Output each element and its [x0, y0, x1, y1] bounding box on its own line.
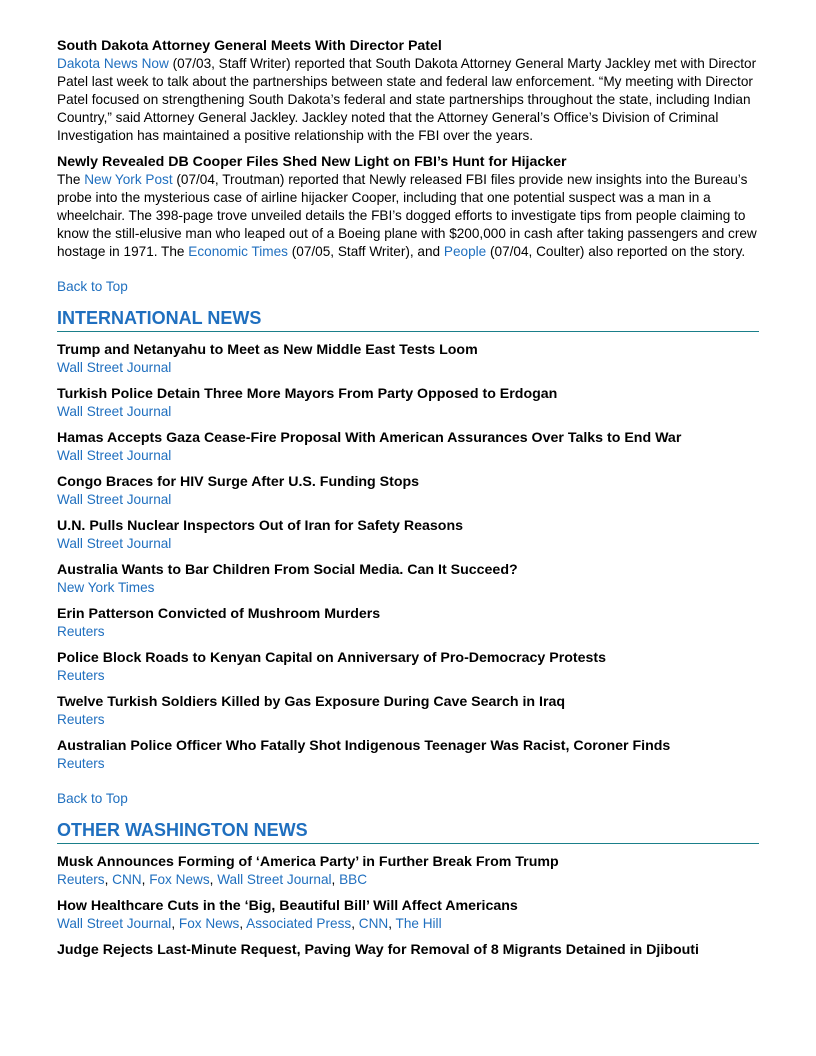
source-link[interactable]: Associated Press [246, 916, 352, 931]
news-item-sources [57, 915, 759, 933]
news-item-title: Police Block Roads to Kenyan Capital on Anniversary of Pro-Democracy Protests [57, 650, 607, 666]
news-item-sources [57, 755, 759, 773]
news-item-title: Hamas Accepts Gaza Cease-Fire Proposal With American Assurances Over Talks to End War [57, 430, 682, 446]
source-link[interactable]: Fox News [178, 916, 240, 931]
source-link[interactable]: Fox News [149, 872, 210, 887]
news-item-title: Judge Rejects Last-Minute Request, Paving Way for Removal of 8 Migrants Detained in Djibouti [57, 942, 699, 958]
news-item [57, 897, 759, 933]
story-text: (07/05, Staff Writer), and [287, 244, 444, 259]
news-item-sources [57, 667, 759, 685]
source-separator: , [104, 872, 113, 887]
news-item [57, 693, 759, 729]
source-separator: , [388, 916, 396, 931]
story-body [57, 171, 759, 261]
news-item-sources [57, 535, 759, 553]
news-item-sources [57, 491, 759, 509]
source-separator: , [171, 916, 179, 931]
source-link[interactable]: The Hill [395, 916, 442, 931]
newsletter-content [57, 37, 759, 967]
news-item [57, 561, 759, 597]
news-item-title: Trump and Netanyahu to Meet as New Middle East Tests Loom [57, 342, 478, 358]
source-link[interactable]: New York Post [84, 172, 173, 187]
source-link[interactable]: Wall Street Journal [57, 404, 172, 419]
story-body [57, 55, 759, 145]
source-link[interactable]: BBC [339, 872, 368, 887]
source-link[interactable]: Reuters [57, 668, 105, 683]
source-separator: , [351, 916, 359, 931]
news-item [57, 385, 759, 421]
story-text: (07/04, Troutman) reported that Newly released FBI files provide new insights into the Bureau’s probe into the mysterious case of airline hijacker Cooper, including that one potential suspect was a man in a wheelchair. The 398-page trove unveiled details the FBI’s dogged efforts to investigate tips from people claiming to know the still-elusive man who leaped out of a Boeing plane with $200,000 in cash after taking passengers and crew hostage in 1971. The [57, 172, 757, 259]
news-item-title: Turkish Police Detain Three More Mayors From Party Opposed to Erdogan [57, 386, 558, 402]
washington-news-list [57, 853, 759, 959]
news-item-sources [57, 579, 759, 597]
source-separator: , [141, 872, 150, 887]
source-link[interactable]: Economic Times [188, 244, 288, 259]
news-item [57, 649, 759, 685]
source-link[interactable]: Wall Street Journal [57, 448, 172, 463]
news-item-title: Australian Police Officer Who Fatally Shot Indigenous Teenager Was Racist, Coroner Finds [57, 738, 671, 754]
news-item-title: Erin Patterson Convicted of Mushroom Murders [57, 606, 381, 622]
source-link[interactable]: Wall Street Journal [57, 360, 172, 375]
story-title: South Dakota Attorney General Meets With Director Patel [57, 38, 442, 54]
news-item-title: Musk Announces Forming of ‘America Party’ in Further Break From Trump [57, 854, 559, 870]
story-text: (07/03, Staff Writer) reported that South Dakota Attorney General Marty Jackley met with Director Patel last week to talk about the partnerships between state and federal law enforcement. “My meeting with Director Patel focused on strengthening South Dakota’s federal and state partnerships throughout the state, including Indian Country,” said Attorney General Jackley. Jackley noted that the Attorney General’s Office’s Division of Criminal Investigation has maintained a positive relationship with the FBI over the years. [57, 56, 757, 143]
international-news-list [57, 341, 759, 773]
news-item-sources [57, 447, 759, 465]
source-link[interactable]: CNN [112, 872, 142, 887]
source-link[interactable]: Dakota News Now [57, 56, 169, 71]
source-link[interactable]: Reuters [57, 712, 105, 727]
news-item [57, 473, 759, 509]
news-item [57, 517, 759, 553]
news-item-sources [57, 403, 759, 421]
news-item-title: U.N. Pulls Nuclear Inspectors Out of Iran for Safety Reasons [57, 518, 464, 534]
source-link[interactable]: Reuters [57, 756, 105, 771]
news-item [57, 853, 759, 889]
source-link[interactable]: Wall Street Journal [217, 872, 332, 887]
source-link[interactable]: Reuters [57, 624, 105, 639]
news-item-title: How Healthcare Cuts in the ‘Big, Beautiful Bill’ Will Affect Americans [57, 898, 518, 914]
source-link[interactable]: Reuters [57, 872, 105, 887]
news-item-sources [57, 359, 759, 377]
news-item [57, 737, 759, 773]
news-item [57, 605, 759, 641]
source-link[interactable]: People [443, 244, 487, 259]
back-to-top-link[interactable]: Back to Top [57, 791, 128, 806]
section-heading-international: INTERNATIONAL NEWS [57, 306, 759, 332]
news-item-title: Australia Wants to Bar Children From Social Media. Can It Succeed? [57, 562, 518, 578]
source-separator: , [209, 872, 218, 887]
story-title: Newly Revealed DB Cooper Files Shed New Light on FBI’s Hunt for Hijacker [57, 154, 567, 170]
story-text: (07/04, Coulter) also reported on the story. [486, 244, 746, 259]
source-separator: , [331, 872, 340, 887]
news-item-sources [57, 711, 759, 729]
source-link[interactable]: Wall Street Journal [57, 492, 172, 507]
story [57, 37, 759, 145]
news-item [57, 429, 759, 465]
news-item-sources [57, 623, 759, 641]
news-item-title: Congo Braces for HIV Surge After U.S. Funding Stops [57, 474, 420, 490]
source-link[interactable]: Wall Street Journal [57, 536, 172, 551]
source-link[interactable]: CNN [358, 916, 389, 931]
news-item [57, 941, 759, 959]
source-link[interactable]: Wall Street Journal [57, 916, 172, 931]
story [57, 153, 759, 261]
news-item-sources [57, 871, 759, 889]
source-separator: , [239, 916, 247, 931]
back-to-top-link[interactable]: Back to Top [57, 279, 128, 294]
section-heading-washington: OTHER WASHINGTON NEWS [57, 818, 759, 844]
news-item-title: Twelve Turkish Soldiers Killed by Gas Exposure During Cave Search in Iraq [57, 694, 566, 710]
story-text: The [57, 172, 85, 187]
source-link[interactable]: New York Times [57, 580, 155, 595]
news-item [57, 341, 759, 377]
